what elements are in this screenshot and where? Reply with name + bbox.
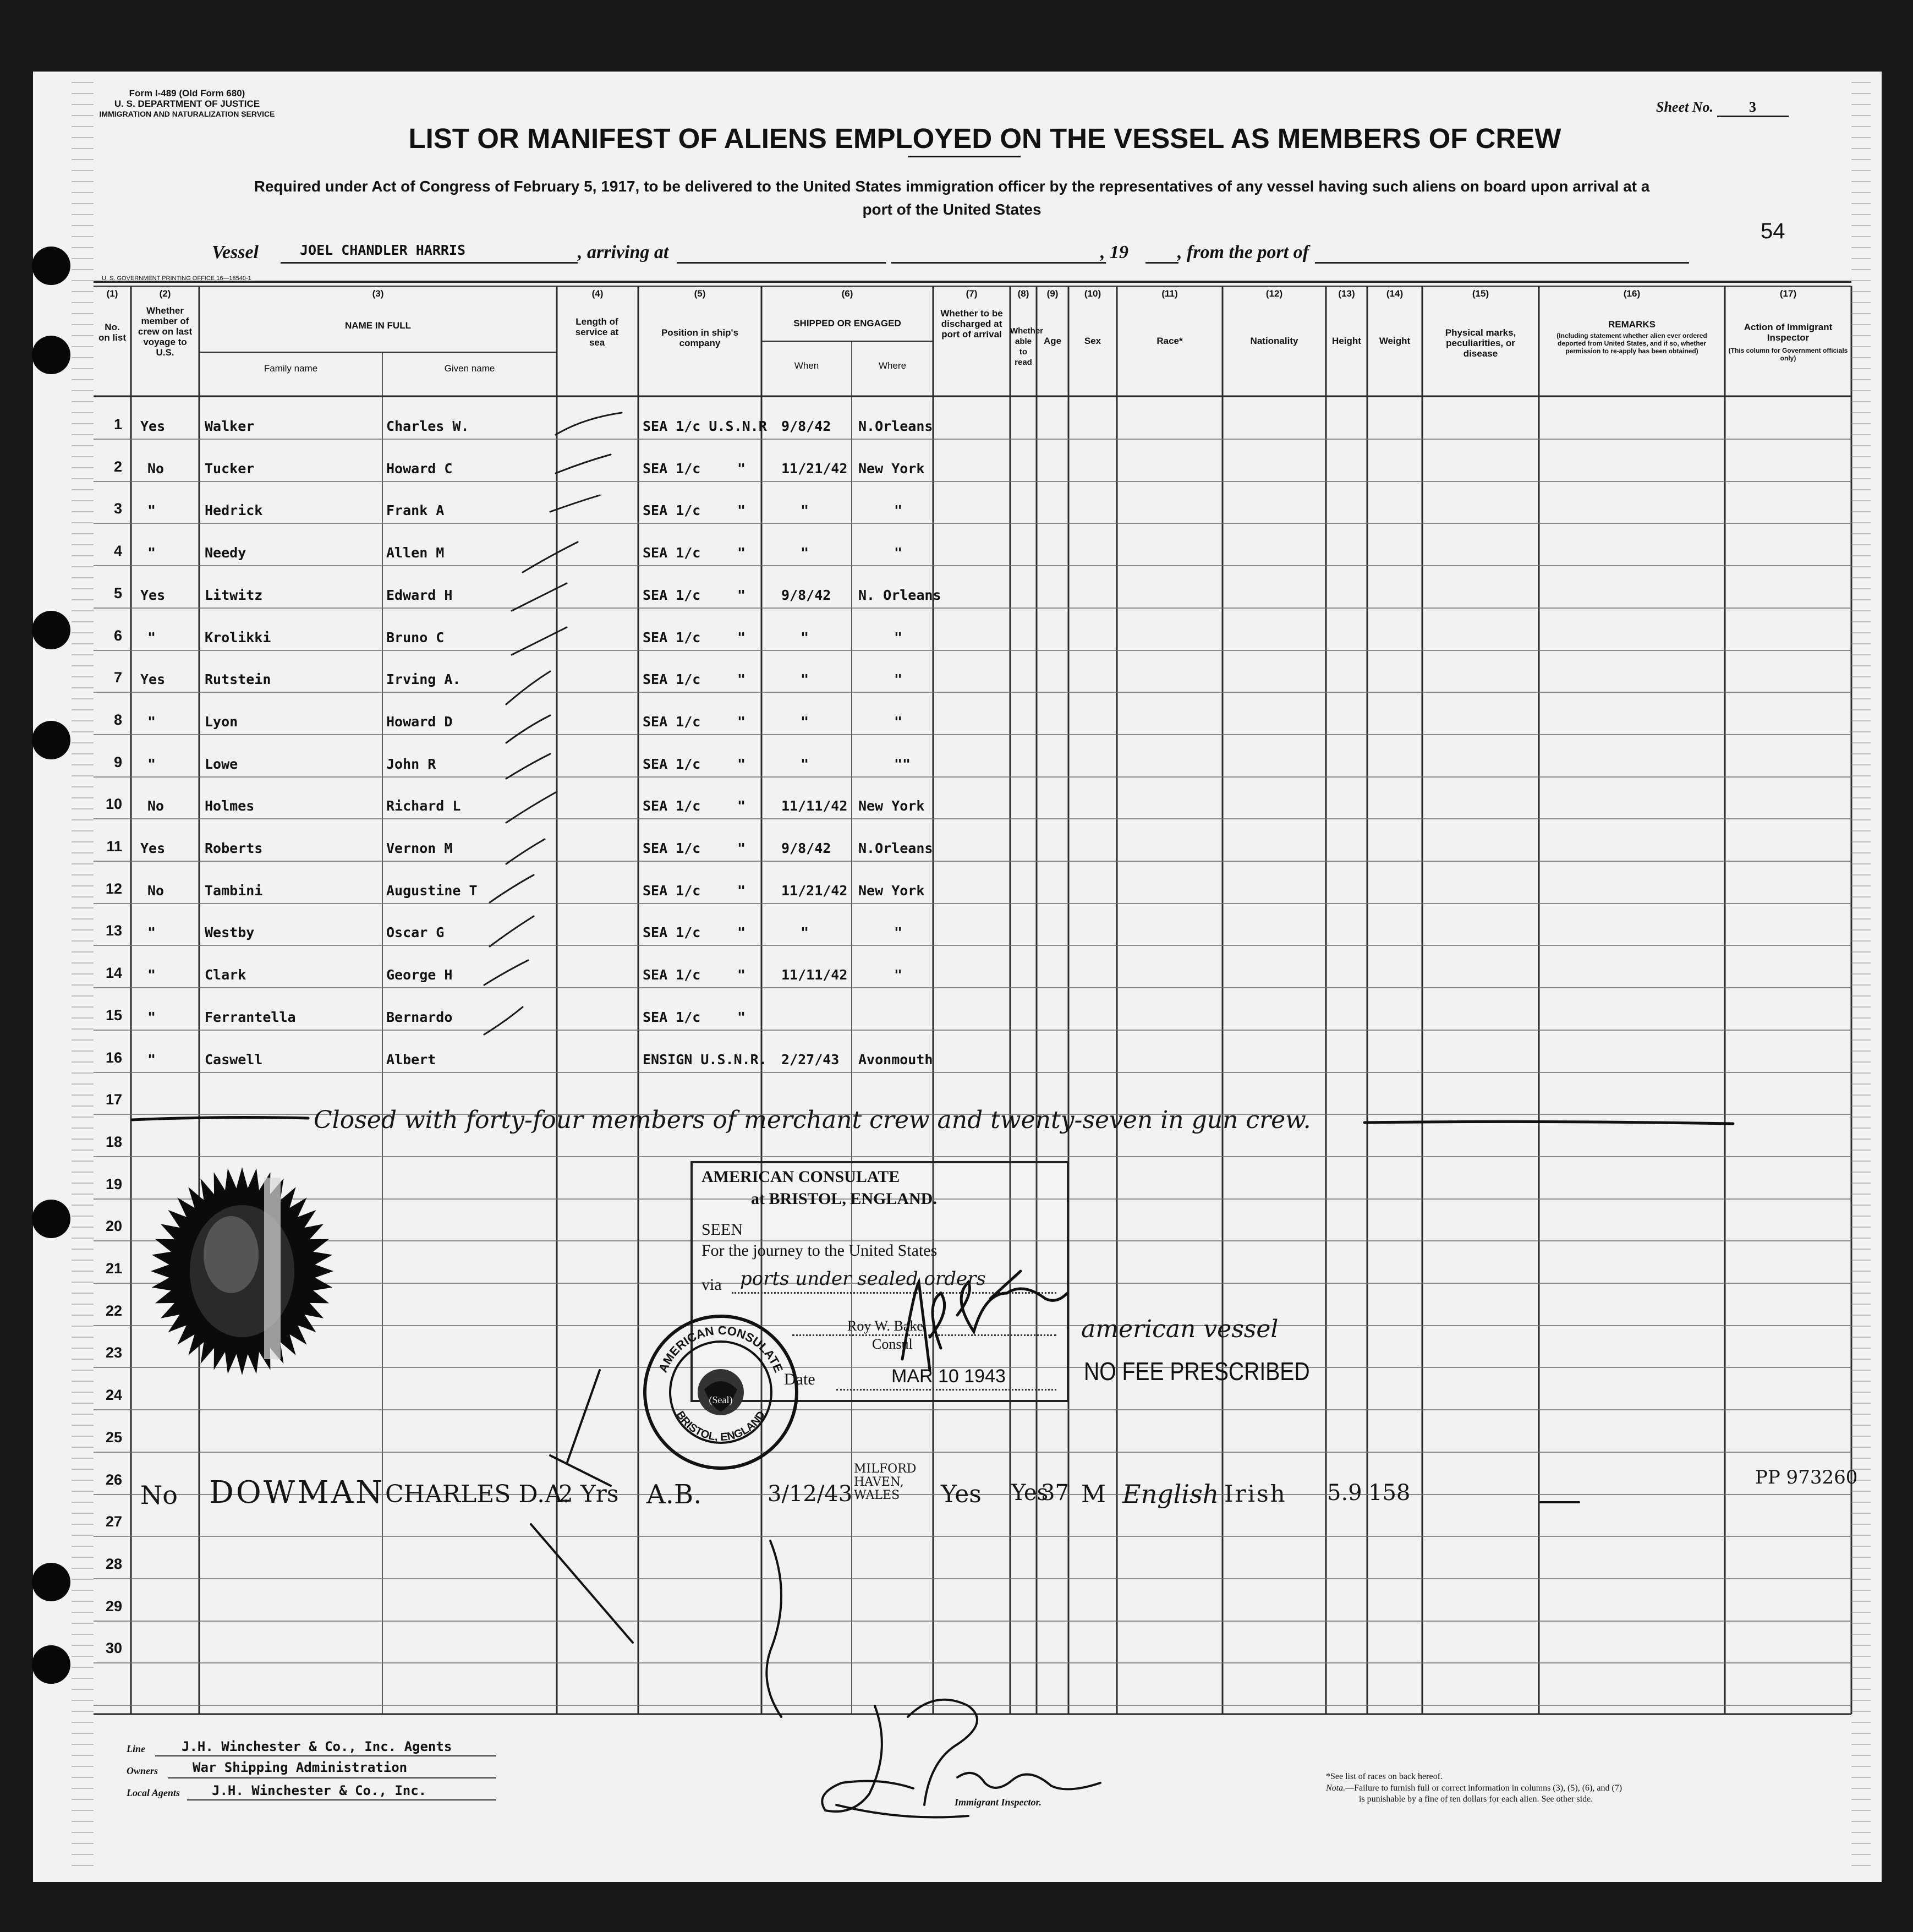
col-7-number: (7) xyxy=(966,288,978,299)
row-shipped-where: New York xyxy=(858,883,925,899)
row-position-ditto: " xyxy=(737,883,746,899)
row-shipped-where: " xyxy=(894,545,903,561)
row-last-voyage: " xyxy=(147,967,156,983)
row-position-ditto: " xyxy=(737,671,746,687)
col-9-header: Age xyxy=(1043,336,1062,346)
col-16-note: (Including statement whether alien ever ordered deported from United States, and if so, whether permission to re-apply has been obtained) xyxy=(1556,332,1707,355)
row26-sex: M xyxy=(1081,1480,1106,1508)
col-3-given-header: Given name xyxy=(444,363,495,374)
col-17-number: (17) xyxy=(1779,288,1797,299)
row-position: SEA 1/c xyxy=(643,924,701,940)
row-number: 29 xyxy=(105,1598,122,1614)
row-given-name: Albert xyxy=(386,1052,436,1068)
row-family-name: Rutstein xyxy=(205,671,271,687)
arriving-label: , arriving at xyxy=(578,242,669,262)
row-family-name: Holmes xyxy=(205,798,255,814)
row-given-name: Bernardo xyxy=(386,1009,453,1025)
col-8-header: Whether able to read xyxy=(1010,326,1043,367)
row-shipped-where: " xyxy=(894,967,903,983)
row-last-voyage: Yes xyxy=(140,840,166,856)
consulate-journey: For the journey to the United States xyxy=(701,1241,938,1260)
consulate-via-value: ports under sealed orders xyxy=(740,1268,986,1290)
nota-note xyxy=(1326,1783,1622,1805)
row-shipped-where: N.Orleans xyxy=(858,840,933,856)
row-given-name: Howard C xyxy=(386,461,453,477)
row-number: 10 xyxy=(105,796,122,812)
row-last-voyage: Yes xyxy=(140,418,166,434)
row26-when: 3/12/43 xyxy=(768,1481,853,1507)
col-16-header: REMARKS xyxy=(1608,319,1656,330)
col-15-number: (15) xyxy=(1472,288,1489,299)
row-given-name: Augustine T xyxy=(386,883,478,899)
col-6-number: (6) xyxy=(841,288,853,299)
row-shipped-where: " xyxy=(894,630,903,645)
col-5-header: Position in ship's company xyxy=(661,327,739,348)
row-shipped-when: " xyxy=(801,545,809,561)
nota-text-1: —Failure to furnish full or correct information in columns (3), (5), (6), and (7) xyxy=(1345,1783,1623,1793)
col-6-where-header: Where xyxy=(878,360,907,371)
row-given-name: Richard L xyxy=(386,798,461,814)
row-shipped-when: 9/8/42 xyxy=(781,587,831,603)
row-position: SEA 1/c xyxy=(643,630,701,645)
row-shipped-where: New York xyxy=(858,461,925,477)
row-position-ditto: " xyxy=(737,630,746,645)
row-last-voyage: No xyxy=(147,798,165,814)
row-family-name: Lyon xyxy=(205,714,238,730)
col-8-number: (8) xyxy=(1017,288,1029,299)
row-number: 24 xyxy=(105,1387,122,1403)
row-position: SEA 1/c xyxy=(643,461,701,477)
row-position-ditto: " xyxy=(737,587,746,603)
row-given-name: Vernon M xyxy=(386,840,453,856)
row-position: SEA 1/c xyxy=(643,502,701,518)
row-last-voyage: No xyxy=(147,883,165,899)
row-number: 2 xyxy=(113,458,122,475)
row-position: SEA 1/c U.S.N.R xyxy=(643,418,767,434)
col-15-header: Physical marks, peculiarities, or disease xyxy=(1445,327,1516,359)
local-agents-rule xyxy=(187,1799,496,1800)
row-number: 19 xyxy=(105,1176,122,1192)
row-family-name: Clark xyxy=(205,967,246,983)
col-3-family-header: Family name xyxy=(264,363,318,374)
row26-where: MILFORD HAVEN, WALES xyxy=(854,1462,917,1502)
row-family-name: Roberts xyxy=(205,840,263,856)
row-number: 3 xyxy=(113,500,122,517)
row26-race: English xyxy=(1122,1479,1219,1509)
row-position-ditto: " xyxy=(737,502,746,518)
sheet-label: Sheet No. xyxy=(1656,99,1713,115)
owners-value: War Shipping Administration xyxy=(193,1760,408,1775)
row-shipped-when: " xyxy=(801,924,809,940)
row-number: 30 xyxy=(105,1640,122,1656)
row-given-name: George H xyxy=(386,967,453,983)
local-agents-value: J.H. Winchester & Co., Inc. xyxy=(212,1783,427,1798)
row-number: 6 xyxy=(113,627,122,644)
from-port-label: , from the port of xyxy=(1177,242,1309,262)
row-shipped-where: N.Orleans xyxy=(858,418,933,434)
line-label: Line xyxy=(127,1743,145,1754)
row-last-voyage: " xyxy=(147,1009,156,1025)
col-2-header: Whether member of crew on last voyage to U.S. xyxy=(138,305,193,358)
row-shipped-when: " xyxy=(801,756,809,772)
row-position: SEA 1/c xyxy=(643,967,701,983)
row-number: 16 xyxy=(105,1049,122,1066)
nota-text-2: is punishable by a fine of ten dollars for each alien. See other side. xyxy=(1359,1794,1593,1804)
row-number: 5 xyxy=(113,585,122,601)
page-number: 54 xyxy=(1761,219,1785,243)
row-number: 26 xyxy=(105,1471,122,1488)
consul-title: Consul xyxy=(872,1336,913,1352)
row-last-voyage: Yes xyxy=(140,671,166,687)
row-last-voyage: " xyxy=(147,545,156,561)
row-position: ENSIGN U.S.N.R. xyxy=(643,1052,767,1068)
consul-name: Roy W. Bake xyxy=(847,1318,923,1334)
line-rule xyxy=(155,1755,496,1756)
col-6-when-header: When xyxy=(794,360,819,371)
col-14-number: (14) xyxy=(1386,288,1404,299)
inspector-label: Immigrant Inspector. xyxy=(955,1797,1042,1808)
row-number: 7 xyxy=(113,669,122,686)
row-shipped-where: New York xyxy=(858,798,925,814)
row-last-voyage: " xyxy=(147,1052,156,1068)
row-given-name: Howard D xyxy=(386,714,453,730)
row-position: SEA 1/c xyxy=(643,545,701,561)
col-6-header: SHIPPED OR ENGAGED xyxy=(793,318,901,329)
col-13-header: Height xyxy=(1332,336,1361,346)
row-family-name: Ferrantella xyxy=(205,1009,296,1025)
row-number: 11 xyxy=(106,838,122,855)
row-number: 18 xyxy=(105,1134,122,1150)
row-shipped-when: " xyxy=(801,502,809,518)
row-position-ditto: " xyxy=(737,798,746,814)
subtitle-line-1: Required under Act of Congress of February 5, 1917, to be delivered to the United States immigration officer by the representatives of any vessel having such aliens on board upon arrival at a xyxy=(254,178,1650,195)
consulate-city: at BRISTOL, ENGLAND. xyxy=(751,1190,937,1208)
col-3-header: NAME IN FULL xyxy=(345,320,411,331)
row-position: SEA 1/c xyxy=(643,756,701,772)
row-shipped-when: 9/8/42 xyxy=(781,418,831,434)
row-shipped-when: " xyxy=(801,671,809,687)
col-17-note: (This column for Government officials only) xyxy=(1728,347,1848,362)
col-1-header: No. on list xyxy=(98,322,127,343)
col-2-number: (2) xyxy=(159,288,171,299)
col-3-number: (3) xyxy=(372,288,384,299)
no-fee-stamp: NO FEE PRESCRIBED xyxy=(1084,1357,1310,1386)
row-shipped-where: " xyxy=(894,671,903,687)
owners-label: Owners xyxy=(127,1765,158,1776)
line-value: J.H. Winchester & Co., Inc. Agents xyxy=(182,1739,452,1754)
form-number: Form I-489 (Old Form 680) xyxy=(129,88,245,98)
row26-height: 5.9 xyxy=(1327,1480,1362,1506)
row-shipped-when: 11/21/42 xyxy=(781,883,848,899)
row-shipped-when: 11/21/42 xyxy=(781,461,848,477)
row-number: 9 xyxy=(113,754,122,770)
row-position-ditto: " xyxy=(737,545,746,561)
row-shipped-when: 11/11/42 xyxy=(781,967,848,983)
row-shipped-when: " xyxy=(801,714,809,730)
row-family-name: Tucker xyxy=(205,461,255,477)
row-position: SEA 1/c xyxy=(643,798,701,814)
col-16-number: (16) xyxy=(1623,288,1641,299)
owners-rule xyxy=(168,1777,496,1778)
row26-able-to-read: Yes xyxy=(1011,1480,1049,1506)
row26-nationality: Irish xyxy=(1224,1480,1287,1507)
row-position: SEA 1/c xyxy=(643,714,701,730)
row-position: SEA 1/c xyxy=(643,840,701,856)
seal-center: (Seal) xyxy=(709,1394,733,1405)
row-number: 27 xyxy=(105,1513,122,1530)
row-number: 22 xyxy=(105,1302,122,1319)
row-last-voyage: No xyxy=(147,461,165,477)
row-position-ditto: " xyxy=(737,714,746,730)
row-shipped-when: 9/8/42 xyxy=(781,840,831,856)
row-number: 28 xyxy=(105,1556,122,1572)
row-given-name: Bruno C xyxy=(386,630,445,645)
col-17-header: Action of Immigrant Inspector xyxy=(1744,322,1833,343)
row-given-name: Oscar G xyxy=(386,924,445,940)
row-shipped-where: " xyxy=(894,714,903,730)
row-shipped-where: "" xyxy=(894,756,911,772)
consulate-via-label: via xyxy=(701,1276,722,1294)
row-family-name: Tambini xyxy=(205,883,263,899)
row26-family-name: DOWMAN xyxy=(209,1475,385,1510)
department-name: U. S. DEPARTMENT OF JUSTICE xyxy=(114,98,260,109)
closing-note: Closed with forty-four members of merchant crew and twenty-seven in gun crew. xyxy=(314,1106,1311,1134)
row26-length: 2 Yrs xyxy=(558,1480,619,1507)
row-given-name: Irving A. xyxy=(386,671,461,687)
american-vessel-note: american vessel xyxy=(1081,1315,1279,1343)
local-agents-label: Local Agents xyxy=(127,1787,180,1798)
row-given-name: Allen M xyxy=(386,545,445,561)
row-given-name: Frank A xyxy=(386,502,445,518)
row-last-voyage: " xyxy=(147,630,156,645)
row26-discharged: Yes xyxy=(941,1480,982,1508)
col-5-number: (5) xyxy=(694,288,706,299)
row-number: 25 xyxy=(105,1429,122,1446)
row-last-voyage: " xyxy=(147,714,156,730)
row-family-name: Caswell xyxy=(205,1052,263,1068)
row-number: 15 xyxy=(105,1007,122,1024)
row-number: 13 xyxy=(105,922,122,939)
row-shipped-where: Avonmouth xyxy=(858,1052,933,1068)
seal-text-top: AMERICAN CONSULATE xyxy=(656,1323,786,1375)
row26-weight: 158 xyxy=(1368,1480,1411,1506)
consulate-seen: SEEN xyxy=(701,1221,743,1239)
col-11-number: (11) xyxy=(1161,288,1178,299)
seal-text-bottom: BRISTOL, ENGLAND xyxy=(673,1409,768,1444)
row-number: 21 xyxy=(105,1260,122,1277)
consulate-name: AMERICAN CONSULATE xyxy=(701,1168,900,1186)
col-10-header: Sex xyxy=(1084,336,1101,346)
printing-office-note: U. S. GOVERNMENT PRINTING OFFICE 16—18540-1 xyxy=(102,275,251,282)
row-family-name: Lowe xyxy=(205,756,238,772)
row-number: 12 xyxy=(105,880,122,897)
row-number: 23 xyxy=(105,1344,122,1361)
row-number: 1 xyxy=(113,416,122,433)
row-family-name: Needy xyxy=(205,545,246,561)
page-title: LIST OR MANIFEST OF ALIENS EMPLOYED ON THE VESSEL AS MEMBERS OF CREW xyxy=(408,123,1561,154)
row-number: 14 xyxy=(105,965,122,981)
stamp-date-label: Date xyxy=(784,1370,815,1388)
row-position: SEA 1/c xyxy=(643,883,701,899)
row-last-voyage: " xyxy=(147,924,156,940)
row-position-ditto: " xyxy=(737,924,746,940)
vessel-label: Vessel xyxy=(212,242,259,262)
row-shipped-when: 11/11/42 xyxy=(781,798,848,814)
row-last-voyage: " xyxy=(147,502,156,518)
row-shipped-where: N. Orleans xyxy=(858,587,941,603)
row-position-ditto: " xyxy=(737,967,746,983)
row-family-name: Litwitz xyxy=(205,587,263,603)
col-1-number: (1) xyxy=(106,288,118,299)
row-position: SEA 1/c xyxy=(643,587,701,603)
year-label: , 19 xyxy=(1100,242,1128,262)
row-given-name: Charles W. xyxy=(386,418,469,434)
row-position: SEA 1/c xyxy=(643,1009,701,1025)
col-13-number: (13) xyxy=(1338,288,1355,299)
row-given-name: John R xyxy=(386,756,436,772)
col-10-number: (10) xyxy=(1084,288,1101,299)
row-family-name: Walker xyxy=(205,418,255,434)
races-note: *See list of races on back hereof. xyxy=(1326,1772,1443,1781)
row-family-name: Krolikki xyxy=(205,630,271,645)
col-12-header: Nationality xyxy=(1250,336,1298,346)
row-shipped-when: 2/27/43 xyxy=(781,1052,840,1068)
row-shipped-where: " xyxy=(894,924,903,940)
col-4-number: (4) xyxy=(591,288,604,299)
row-position-ditto: " xyxy=(737,756,746,772)
col-9-number: (9) xyxy=(1046,288,1059,299)
row-position: SEA 1/c xyxy=(643,671,701,687)
subtitle-line-2: port of the United States xyxy=(862,201,1042,218)
row-position-ditto: " xyxy=(737,840,746,856)
row-family-name: Westby xyxy=(205,924,255,940)
row26-inspector-action: PP 973260 xyxy=(1755,1466,1858,1488)
row26-last-voyage: No xyxy=(140,1480,178,1510)
col-4-header: Length of service at sea xyxy=(575,316,619,348)
sheet-value: 3 xyxy=(1717,99,1789,117)
service-name: IMMIGRATION AND NATURALIZATION SERVICE xyxy=(99,110,275,118)
stamp-date-value: MAR 10 1943 xyxy=(891,1366,1006,1387)
col-7-header: Whether to be discharged at port of arrival xyxy=(940,308,1003,340)
row-family-name: Hedrick xyxy=(205,502,263,518)
row-position-ditto: " xyxy=(737,461,746,477)
row-last-voyage: " xyxy=(147,756,156,772)
row-shipped-where: " xyxy=(894,502,903,518)
col-14-header: Weight xyxy=(1379,336,1411,346)
row-shipped-when: " xyxy=(801,630,809,645)
vessel-name: JOEL CHANDLER HARRIS xyxy=(300,242,466,258)
row-number: 20 xyxy=(105,1218,122,1234)
nota-label: Nota. xyxy=(1326,1783,1346,1793)
row-number: 8 xyxy=(113,711,122,728)
row26-age: 37 xyxy=(1041,1480,1069,1506)
col-11-header: Race* xyxy=(1156,336,1183,346)
row-number: 17 xyxy=(105,1091,122,1108)
row-position-ditto: " xyxy=(737,1009,746,1025)
row26-position: A.B. xyxy=(646,1479,702,1510)
row-last-voyage: Yes xyxy=(140,587,166,603)
row-number: 4 xyxy=(113,543,122,559)
row26-given-name: CHARLES D.A. xyxy=(385,1480,570,1508)
row-given-name: Edward H xyxy=(386,587,453,603)
col-12-number: (12) xyxy=(1265,288,1283,299)
